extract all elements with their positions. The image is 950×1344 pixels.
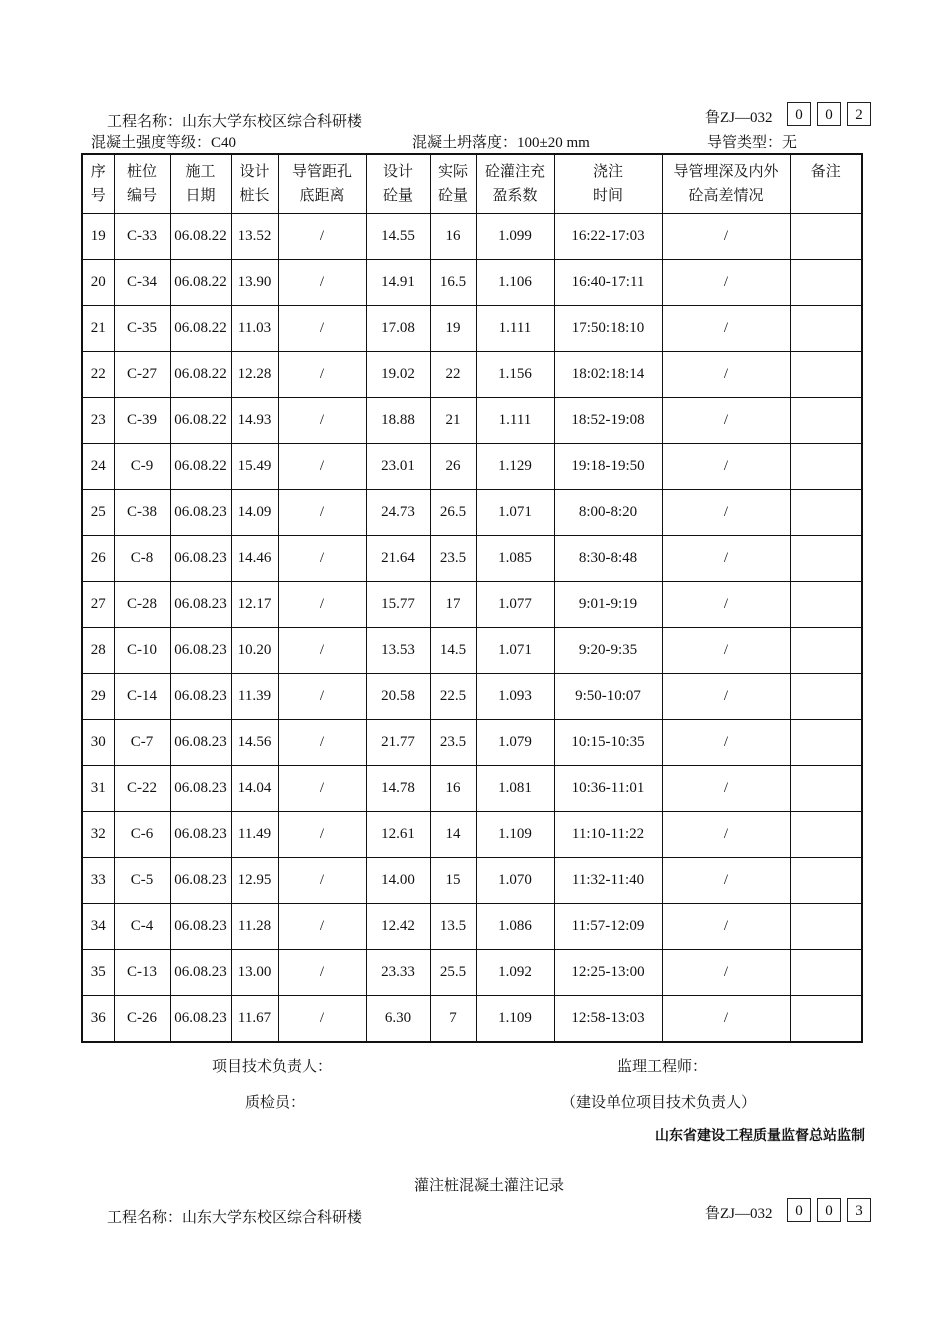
cell-date: 06.08.23: [170, 950, 231, 996]
column-header-line-2: 砼量: [382, 188, 413, 204]
cell-design-length: 11.28: [231, 904, 278, 950]
cell-date: 06.08.23: [170, 490, 231, 536]
column-header-pile-id: [114, 154, 170, 214]
page2-form-code: 鲁ZJ—032: [705, 1206, 773, 1222]
cell-pipe-distance: /: [278, 858, 366, 904]
cell-pour-time: 11:10-11:22: [554, 812, 662, 858]
cell-pipe-distance: /: [278, 950, 366, 996]
cell-pipe-embed: /: [662, 490, 790, 536]
column-header-fill-coefficient: [476, 154, 554, 214]
cell-design-length: 13.00: [231, 950, 278, 996]
cell-pour-time: 12:25-13:00: [554, 950, 662, 996]
cell-pipe-distance: /: [278, 720, 366, 766]
cell-seq: 24: [82, 444, 114, 490]
cell-pour-time: 16:22-17:03: [554, 214, 662, 260]
cell-fill-coefficient: 1.085: [476, 536, 554, 582]
project-name: 工程名称：山东大学东校区综合科研楼: [107, 114, 363, 130]
cell-pile-id: C-33: [114, 214, 170, 260]
cell-remark: [790, 306, 862, 352]
cell-design-volume: 6.30: [366, 996, 430, 1043]
cell-pipe-distance: /: [278, 444, 366, 490]
cell-pipe-embed: /: [662, 720, 790, 766]
cell-fill-coefficient: 1.109: [476, 812, 554, 858]
column-header-line-1: 砼灌注充: [484, 164, 545, 180]
cell-pipe-distance: /: [278, 306, 366, 352]
cell-fill-coefficient: 1.077: [476, 582, 554, 628]
cell-design-volume: 14.55: [366, 214, 430, 260]
cell-pipe-embed: /: [662, 674, 790, 720]
cell-date: 06.08.23: [170, 536, 231, 582]
cell-pour-time: 12:58-13:03: [554, 996, 662, 1043]
form-number-box-3: 2: [847, 102, 871, 126]
cell-fill-coefficient: 1.099: [476, 214, 554, 260]
table-row: [82, 996, 862, 1043]
cell-date: 06.08.23: [170, 582, 231, 628]
cell-fill-coefficient: 1.111: [476, 398, 554, 444]
column-header-line-1: 设计: [382, 164, 413, 180]
cell-remark: [790, 214, 862, 260]
cell-pour-time: 11:57-12:09: [554, 904, 662, 950]
cell-remark: [790, 444, 862, 490]
cell-seq: 32: [82, 812, 114, 858]
column-header-line-2: 砼量: [437, 188, 468, 204]
cell-remark: [790, 260, 862, 306]
concrete-slump: 混凝土坍落度：100±20 mm: [412, 135, 590, 151]
supervisor-label: 监理工程师：: [617, 1059, 708, 1075]
column-header-line-1: 施工: [185, 164, 216, 180]
column-header-line-1: 导管埋深及内外: [673, 164, 779, 180]
cell-remark: [790, 812, 862, 858]
column-header-line-2: [791, 184, 862, 208]
page2-title: 灌注桩混凝土灌注记录: [414, 1178, 565, 1194]
cell-actual-volume: 16: [430, 214, 476, 260]
cell-design-volume: 13.53: [366, 628, 430, 674]
cell-actual-volume: 19: [430, 306, 476, 352]
cell-pipe-embed: /: [662, 950, 790, 996]
cell-date: 06.08.23: [170, 812, 231, 858]
cell-design-volume: 21.77: [366, 720, 430, 766]
column-header-line-1: 导管距孔: [291, 164, 352, 180]
cell-pipe-embed: /: [662, 214, 790, 260]
cell-design-length: 13.90: [231, 260, 278, 306]
cell-pile-id: C-8: [114, 536, 170, 582]
cell-seq: 29: [82, 674, 114, 720]
cell-pipe-distance: /: [278, 352, 366, 398]
column-header-design-volume: [366, 154, 430, 214]
cell-actual-volume: 7: [430, 996, 476, 1043]
cell-fill-coefficient: 1.109: [476, 996, 554, 1043]
cell-pile-id: C-22: [114, 766, 170, 812]
cell-pile-id: C-28: [114, 582, 170, 628]
cell-pour-time: 10:15-10:35: [554, 720, 662, 766]
cell-pipe-distance: /: [278, 996, 366, 1043]
cell-seq: 19: [82, 214, 114, 260]
cell-pile-id: C-34: [114, 260, 170, 306]
cell-seq: 35: [82, 950, 114, 996]
cell-actual-volume: 16: [430, 766, 476, 812]
table-row: [82, 214, 862, 260]
cell-pipe-distance: /: [278, 628, 366, 674]
cell-date: 06.08.23: [170, 720, 231, 766]
cell-pipe-distance: /: [278, 582, 366, 628]
cell-pile-id: C-27: [114, 352, 170, 398]
pipe-type: 导管类型：无: [707, 135, 798, 151]
cell-actual-volume: 15: [430, 858, 476, 904]
cell-pour-time: 9:01-9:19: [554, 582, 662, 628]
cell-design-volume: 14.91: [366, 260, 430, 306]
cell-remark: [790, 766, 862, 812]
cell-actual-volume: 26: [430, 444, 476, 490]
form-number-box-1: 0: [787, 102, 811, 126]
table-row: [82, 674, 862, 720]
cell-design-volume: 18.88: [366, 398, 430, 444]
column-header-line-2: 底距离: [299, 188, 345, 204]
table-row: [82, 306, 862, 352]
owner-lead-label: （建设单位项目技术负责人）: [561, 1095, 757, 1111]
cell-remark: [790, 352, 862, 398]
table-row: [82, 904, 862, 950]
table-row: [82, 536, 862, 582]
cell-date: 06.08.23: [170, 904, 231, 950]
cell-pipe-distance: /: [278, 398, 366, 444]
cell-pipe-embed: /: [662, 904, 790, 950]
cell-pipe-distance: /: [278, 536, 366, 582]
column-header-pour-time: [554, 154, 662, 214]
cell-design-volume: 12.42: [366, 904, 430, 950]
cell-design-volume: 24.73: [366, 490, 430, 536]
cell-actual-volume: 23.5: [430, 720, 476, 766]
table-row: [82, 444, 862, 490]
cell-remark: [790, 950, 862, 996]
column-header-line-1: 备注: [810, 164, 841, 180]
cell-design-length: 11.39: [231, 674, 278, 720]
cell-pour-time: 8:30-8:48: [554, 536, 662, 582]
cell-seq: 28: [82, 628, 114, 674]
cell-seq: 30: [82, 720, 114, 766]
cell-pipe-embed: /: [662, 628, 790, 674]
cell-seq: 27: [82, 582, 114, 628]
cell-remark: [790, 398, 862, 444]
cell-remark: [790, 858, 862, 904]
table-row: [82, 490, 862, 536]
cell-seq: 36: [82, 996, 114, 1043]
cell-design-volume: 20.58: [366, 674, 430, 720]
cell-seq: 23: [82, 398, 114, 444]
column-header-line-1: 设计: [239, 164, 270, 180]
cell-seq: 26: [82, 536, 114, 582]
cell-pile-id: C-5: [114, 858, 170, 904]
table-row: [82, 260, 862, 306]
cell-remark: [790, 490, 862, 536]
cell-pipe-embed: /: [662, 352, 790, 398]
column-header-line-1: 桩位: [126, 164, 157, 180]
cell-pipe-distance: /: [278, 812, 366, 858]
column-header-line-2: 编号: [126, 188, 157, 204]
cell-design-volume: 14.00: [366, 858, 430, 904]
cell-pipe-embed: /: [662, 444, 790, 490]
column-header-seq: [82, 154, 114, 214]
cell-pour-time: 18:02:18:14: [554, 352, 662, 398]
cell-pile-id: C-6: [114, 812, 170, 858]
cell-date: 06.08.22: [170, 306, 231, 352]
cell-pour-time: 17:50:18:10: [554, 306, 662, 352]
cell-pour-time: 18:52-19:08: [554, 398, 662, 444]
cell-pile-id: C-13: [114, 950, 170, 996]
cell-date: 06.08.22: [170, 444, 231, 490]
cell-remark: [790, 674, 862, 720]
cell-design-length: 14.46: [231, 536, 278, 582]
cell-design-length: 14.93: [231, 398, 278, 444]
column-header-line-2: 砼高差情况: [688, 188, 764, 204]
table-row: [82, 398, 862, 444]
column-header-design-length: [231, 154, 278, 214]
table-row: [82, 352, 862, 398]
cell-actual-volume: 14: [430, 812, 476, 858]
form-number-box-2: 0: [817, 102, 841, 126]
cell-design-length: 15.49: [231, 444, 278, 490]
form-code: 鲁ZJ—032: [705, 110, 773, 126]
cell-remark: [790, 996, 862, 1043]
cell-pipe-embed: /: [662, 260, 790, 306]
issuer-label: 山东省建设工程质量监督总站监制: [655, 1128, 865, 1144]
cell-pipe-embed: /: [662, 306, 790, 352]
cell-actual-volume: 13.5: [430, 904, 476, 950]
table-row: [82, 766, 862, 812]
cell-fill-coefficient: 1.106: [476, 260, 554, 306]
cell-pile-id: C-39: [114, 398, 170, 444]
page2-form-number-box-2: 0: [817, 1198, 841, 1222]
cell-actual-volume: 22.5: [430, 674, 476, 720]
cell-fill-coefficient: 1.071: [476, 490, 554, 536]
page2-project-name: 工程名称：山东大学东校区综合科研楼: [107, 1210, 363, 1226]
cell-pipe-embed: /: [662, 582, 790, 628]
cell-design-length: 12.95: [231, 858, 278, 904]
cell-seq: 33: [82, 858, 114, 904]
cell-design-volume: 12.61: [366, 812, 430, 858]
cell-design-length: 12.17: [231, 582, 278, 628]
tech-lead-label: 项目技术负责人：: [212, 1059, 333, 1075]
cell-seq: 31: [82, 766, 114, 812]
column-header-line-2: 号: [90, 188, 106, 204]
cell-date: 06.08.23: [170, 858, 231, 904]
table-row: [82, 720, 862, 766]
cell-date: 06.08.22: [170, 260, 231, 306]
table-row: [82, 950, 862, 996]
cell-pile-id: C-7: [114, 720, 170, 766]
cell-design-volume: 17.08: [366, 306, 430, 352]
cell-fill-coefficient: 1.070: [476, 858, 554, 904]
cell-design-length: 14.04: [231, 766, 278, 812]
cell-design-volume: 14.78: [366, 766, 430, 812]
cell-actual-volume: 23.5: [430, 536, 476, 582]
cell-actual-volume: 26.5: [430, 490, 476, 536]
cell-remark: [790, 720, 862, 766]
cell-pour-time: 8:00-8:20: [554, 490, 662, 536]
cell-fill-coefficient: 1.081: [476, 766, 554, 812]
cell-date: 06.08.23: [170, 766, 231, 812]
cell-pipe-distance: /: [278, 766, 366, 812]
cell-actual-volume: 22: [430, 352, 476, 398]
table-body: [82, 214, 862, 1043]
cell-pour-time: 19:18-19:50: [554, 444, 662, 490]
table-header-row: [82, 154, 862, 214]
cell-pile-id: C-10: [114, 628, 170, 674]
cell-actual-volume: 17: [430, 582, 476, 628]
cell-pipe-embed: /: [662, 812, 790, 858]
cell-date: 06.08.22: [170, 352, 231, 398]
cell-pipe-distance: /: [278, 260, 366, 306]
cell-date: 06.08.22: [170, 398, 231, 444]
column-header-line-2: 盈系数: [492, 188, 538, 204]
page2-form-number-box-3: 3: [847, 1198, 871, 1222]
column-header-line-1: 浇注: [592, 164, 623, 180]
column-header-line-2: 日期: [185, 188, 216, 204]
cell-pipe-embed: /: [662, 766, 790, 812]
cell-fill-coefficient: 1.129: [476, 444, 554, 490]
cell-pipe-distance: /: [278, 490, 366, 536]
cell-pile-id: C-9: [114, 444, 170, 490]
column-header-remark: [790, 154, 862, 214]
cell-design-length: 10.20: [231, 628, 278, 674]
cell-actual-volume: 25.5: [430, 950, 476, 996]
cell-pour-time: 10:36-11:01: [554, 766, 662, 812]
cell-pile-id: C-38: [114, 490, 170, 536]
cell-date: 06.08.23: [170, 996, 231, 1043]
cell-date: 06.08.23: [170, 674, 231, 720]
table-row: [82, 582, 862, 628]
cell-seq: 34: [82, 904, 114, 950]
column-header-line-2: 时间: [592, 188, 623, 204]
cell-pipe-embed: /: [662, 996, 790, 1043]
column-header-pipe-distance: [278, 154, 366, 214]
cell-date: 06.08.22: [170, 214, 231, 260]
cell-seq: 20: [82, 260, 114, 306]
cell-fill-coefficient: 1.111: [476, 306, 554, 352]
column-header-pipe-embed: [662, 154, 790, 214]
pile-pouring-record-table: [81, 153, 863, 1043]
cell-design-length: 14.09: [231, 490, 278, 536]
cell-pour-time: 16:40-17:11: [554, 260, 662, 306]
cell-design-length: 13.52: [231, 214, 278, 260]
cell-date: 06.08.23: [170, 628, 231, 674]
cell-design-length: 11.49: [231, 812, 278, 858]
column-header-date: [170, 154, 231, 214]
cell-design-volume: 15.77: [366, 582, 430, 628]
cell-seq: 21: [82, 306, 114, 352]
cell-remark: [790, 536, 862, 582]
cell-design-length: 11.67: [231, 996, 278, 1043]
cell-design-length: 11.03: [231, 306, 278, 352]
page2-form-number-box-1: 0: [787, 1198, 811, 1222]
cell-fill-coefficient: 1.092: [476, 950, 554, 996]
column-header-line-1: 序: [90, 164, 106, 180]
cell-fill-coefficient: 1.156: [476, 352, 554, 398]
cell-fill-coefficient: 1.071: [476, 628, 554, 674]
cell-design-volume: 23.33: [366, 950, 430, 996]
cell-pour-time: 11:32-11:40: [554, 858, 662, 904]
cell-pipe-embed: /: [662, 536, 790, 582]
cell-design-length: 14.56: [231, 720, 278, 766]
cell-pour-time: 9:50-10:07: [554, 674, 662, 720]
cell-remark: [790, 582, 862, 628]
cell-design-volume: 21.64: [366, 536, 430, 582]
table-row: [82, 628, 862, 674]
cell-pipe-embed: /: [662, 858, 790, 904]
table-row: [82, 812, 862, 858]
cell-fill-coefficient: 1.093: [476, 674, 554, 720]
cell-pile-id: C-4: [114, 904, 170, 950]
cell-design-volume: 19.02: [366, 352, 430, 398]
cell-design-length: 12.28: [231, 352, 278, 398]
cell-design-volume: 23.01: [366, 444, 430, 490]
cell-actual-volume: 16.5: [430, 260, 476, 306]
cell-actual-volume: 21: [430, 398, 476, 444]
column-header-line-1: 实际: [437, 164, 468, 180]
cell-fill-coefficient: 1.086: [476, 904, 554, 950]
concrete-strength: 混凝土强度等级：C40: [91, 135, 237, 151]
cell-pour-time: 9:20-9:35: [554, 628, 662, 674]
cell-pipe-embed: /: [662, 398, 790, 444]
cell-pipe-distance: /: [278, 904, 366, 950]
cell-pile-id: C-26: [114, 996, 170, 1043]
cell-pile-id: C-14: [114, 674, 170, 720]
cell-pipe-distance: /: [278, 214, 366, 260]
cell-seq: 22: [82, 352, 114, 398]
cell-pipe-distance: /: [278, 674, 366, 720]
column-header-line-2: 桩长: [239, 188, 270, 204]
cell-pile-id: C-35: [114, 306, 170, 352]
cell-remark: [790, 904, 862, 950]
cell-remark: [790, 628, 862, 674]
inspector-label: 质检员：: [245, 1095, 306, 1111]
cell-actual-volume: 14.5: [430, 628, 476, 674]
cell-seq: 25: [82, 490, 114, 536]
cell-fill-coefficient: 1.079: [476, 720, 554, 766]
table-row: [82, 858, 862, 904]
column-header-actual-volume: [430, 154, 476, 214]
